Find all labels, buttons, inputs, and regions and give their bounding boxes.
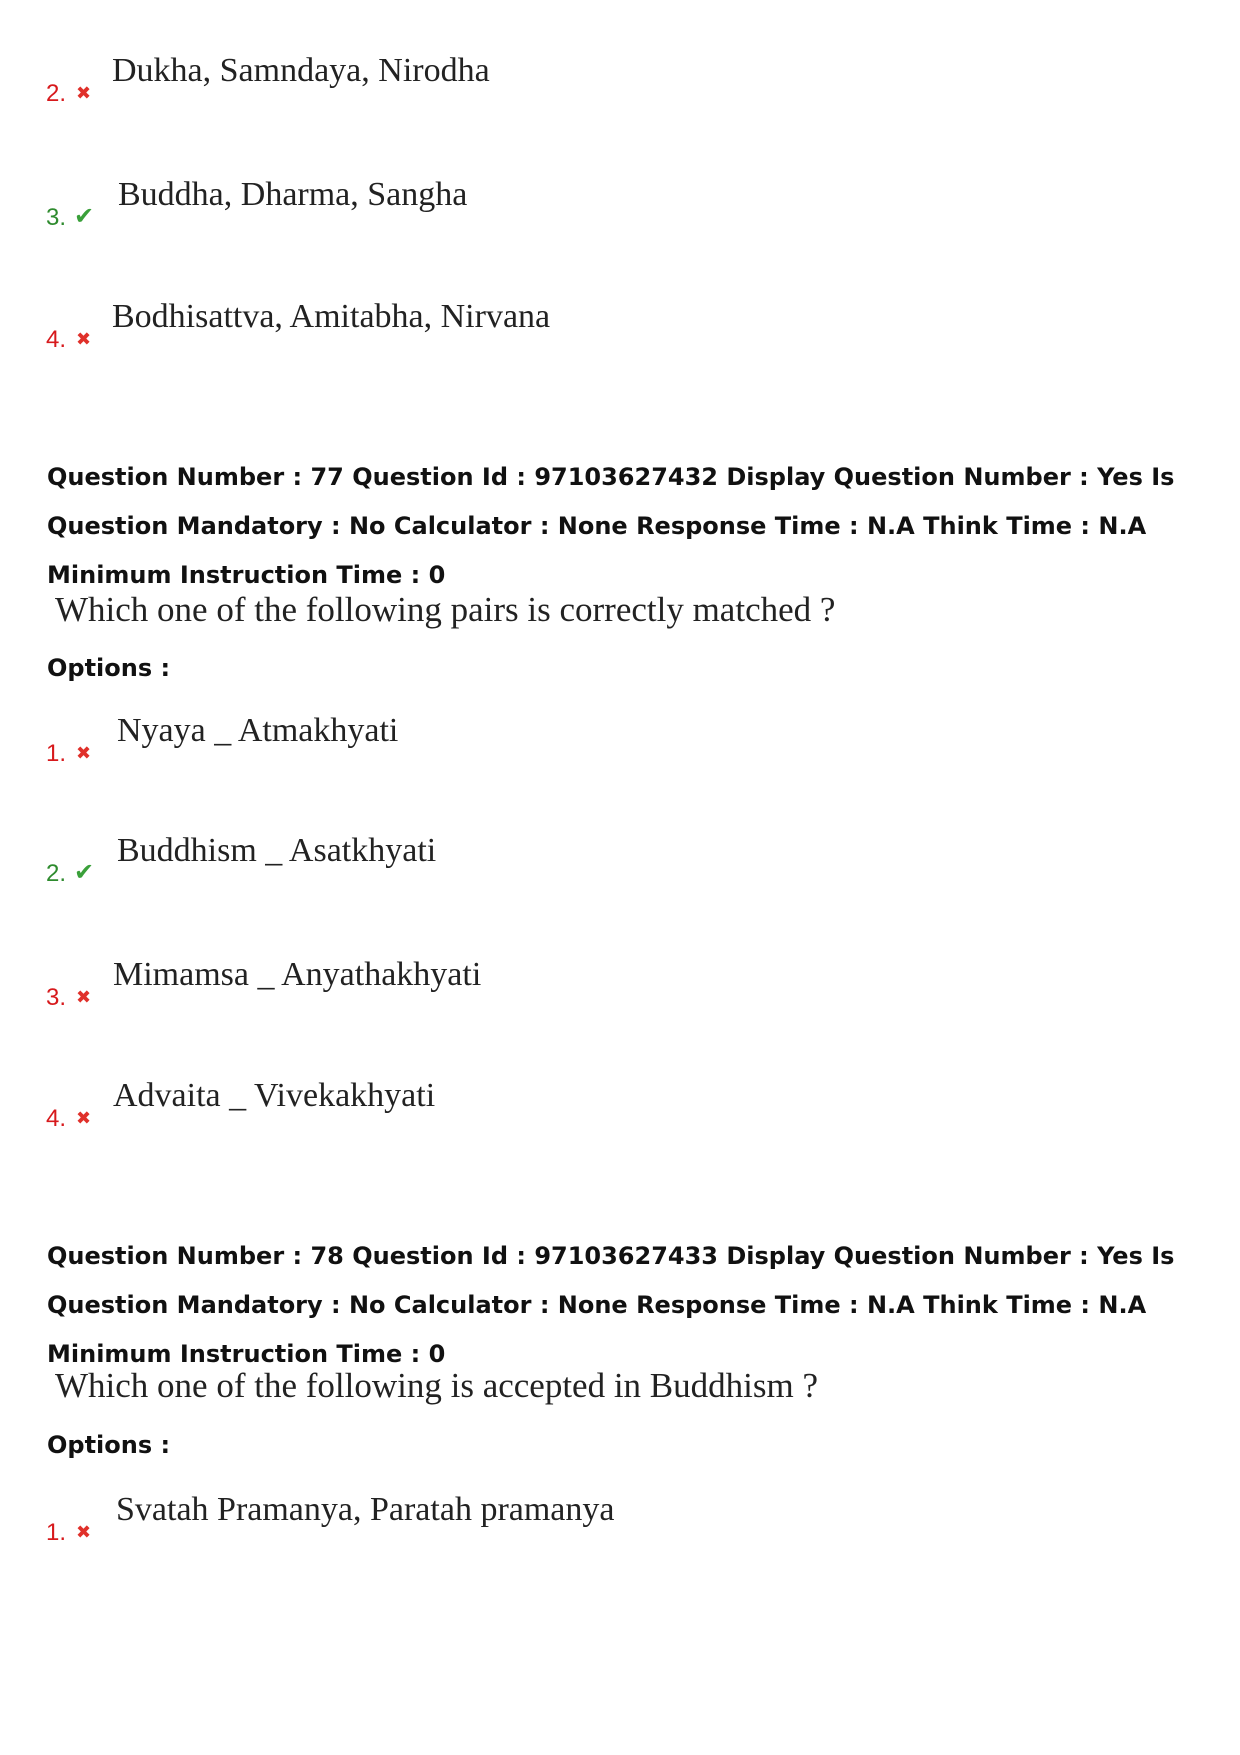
options-label: Options : [47,654,171,682]
option-text: Buddhism _ Asatkhyati [117,832,437,869]
option-number: 1. [46,1519,67,1546]
option-number: 2. [46,860,67,887]
cross-icon: ✖ [76,1522,92,1543]
cross-icon: ✖ [76,329,92,350]
option-text: Buddha, Dharma, Sangha [118,176,468,213]
option-item [46,956,946,1016]
cross-icon: ✖ [76,987,92,1008]
option-item [46,298,946,358]
options-label: Options : [47,1431,171,1459]
question-text: Which one of the following is accepted in Buddhism ? [55,1366,819,1405]
option-text: Nyaya _ Atmakhyati [117,712,399,749]
cross-icon: ✖ [76,83,92,104]
question-meta: Question Number : 78 Question Id : 97103627433 Display Question Number : Yes Is Question Mandatory : No Calculator : None Response Time : N.A Think Time : N.A Minimum Instruction Time : 0 [47,1242,1175,1368]
check-icon: ✔ [74,202,95,230]
option-item [46,52,946,112]
cross-icon: ✖ [76,743,92,764]
question-text: Which one of the following pairs is correctly matched ? [55,590,836,629]
check-icon: ✔ [74,858,95,886]
option-number: 4. [46,1105,67,1132]
option-number: 3. [46,204,67,231]
cross-icon: ✖ [76,1108,92,1129]
option-item [46,1491,946,1551]
question-meta: Question Number : 77 Question Id : 97103627432 Display Question Number : Yes Is Question Mandatory : No Calculator : None Response Time : N.A Think Time : N.A Minimum Instruction Time : 0 [47,463,1175,589]
option-text: Bodhisattva, Amitabha, Nirvana [112,298,551,335]
option-number: 2. [46,80,67,107]
option-item [46,832,946,892]
option-number: 1. [46,740,67,767]
option-text: Mimamsa _ Anyathakhyati [113,956,482,993]
option-text: Svatah Pramanya, Paratah pramanya [116,1491,615,1528]
option-item [46,1077,946,1137]
option-number: 4. [46,326,67,353]
option-text: Dukha, Samndaya, Nirodha [112,52,490,89]
option-item [46,176,946,236]
option-item [46,712,946,772]
option-text: Advaita _ Vivekakhyati [113,1077,436,1114]
option-number: 3. [46,984,67,1011]
